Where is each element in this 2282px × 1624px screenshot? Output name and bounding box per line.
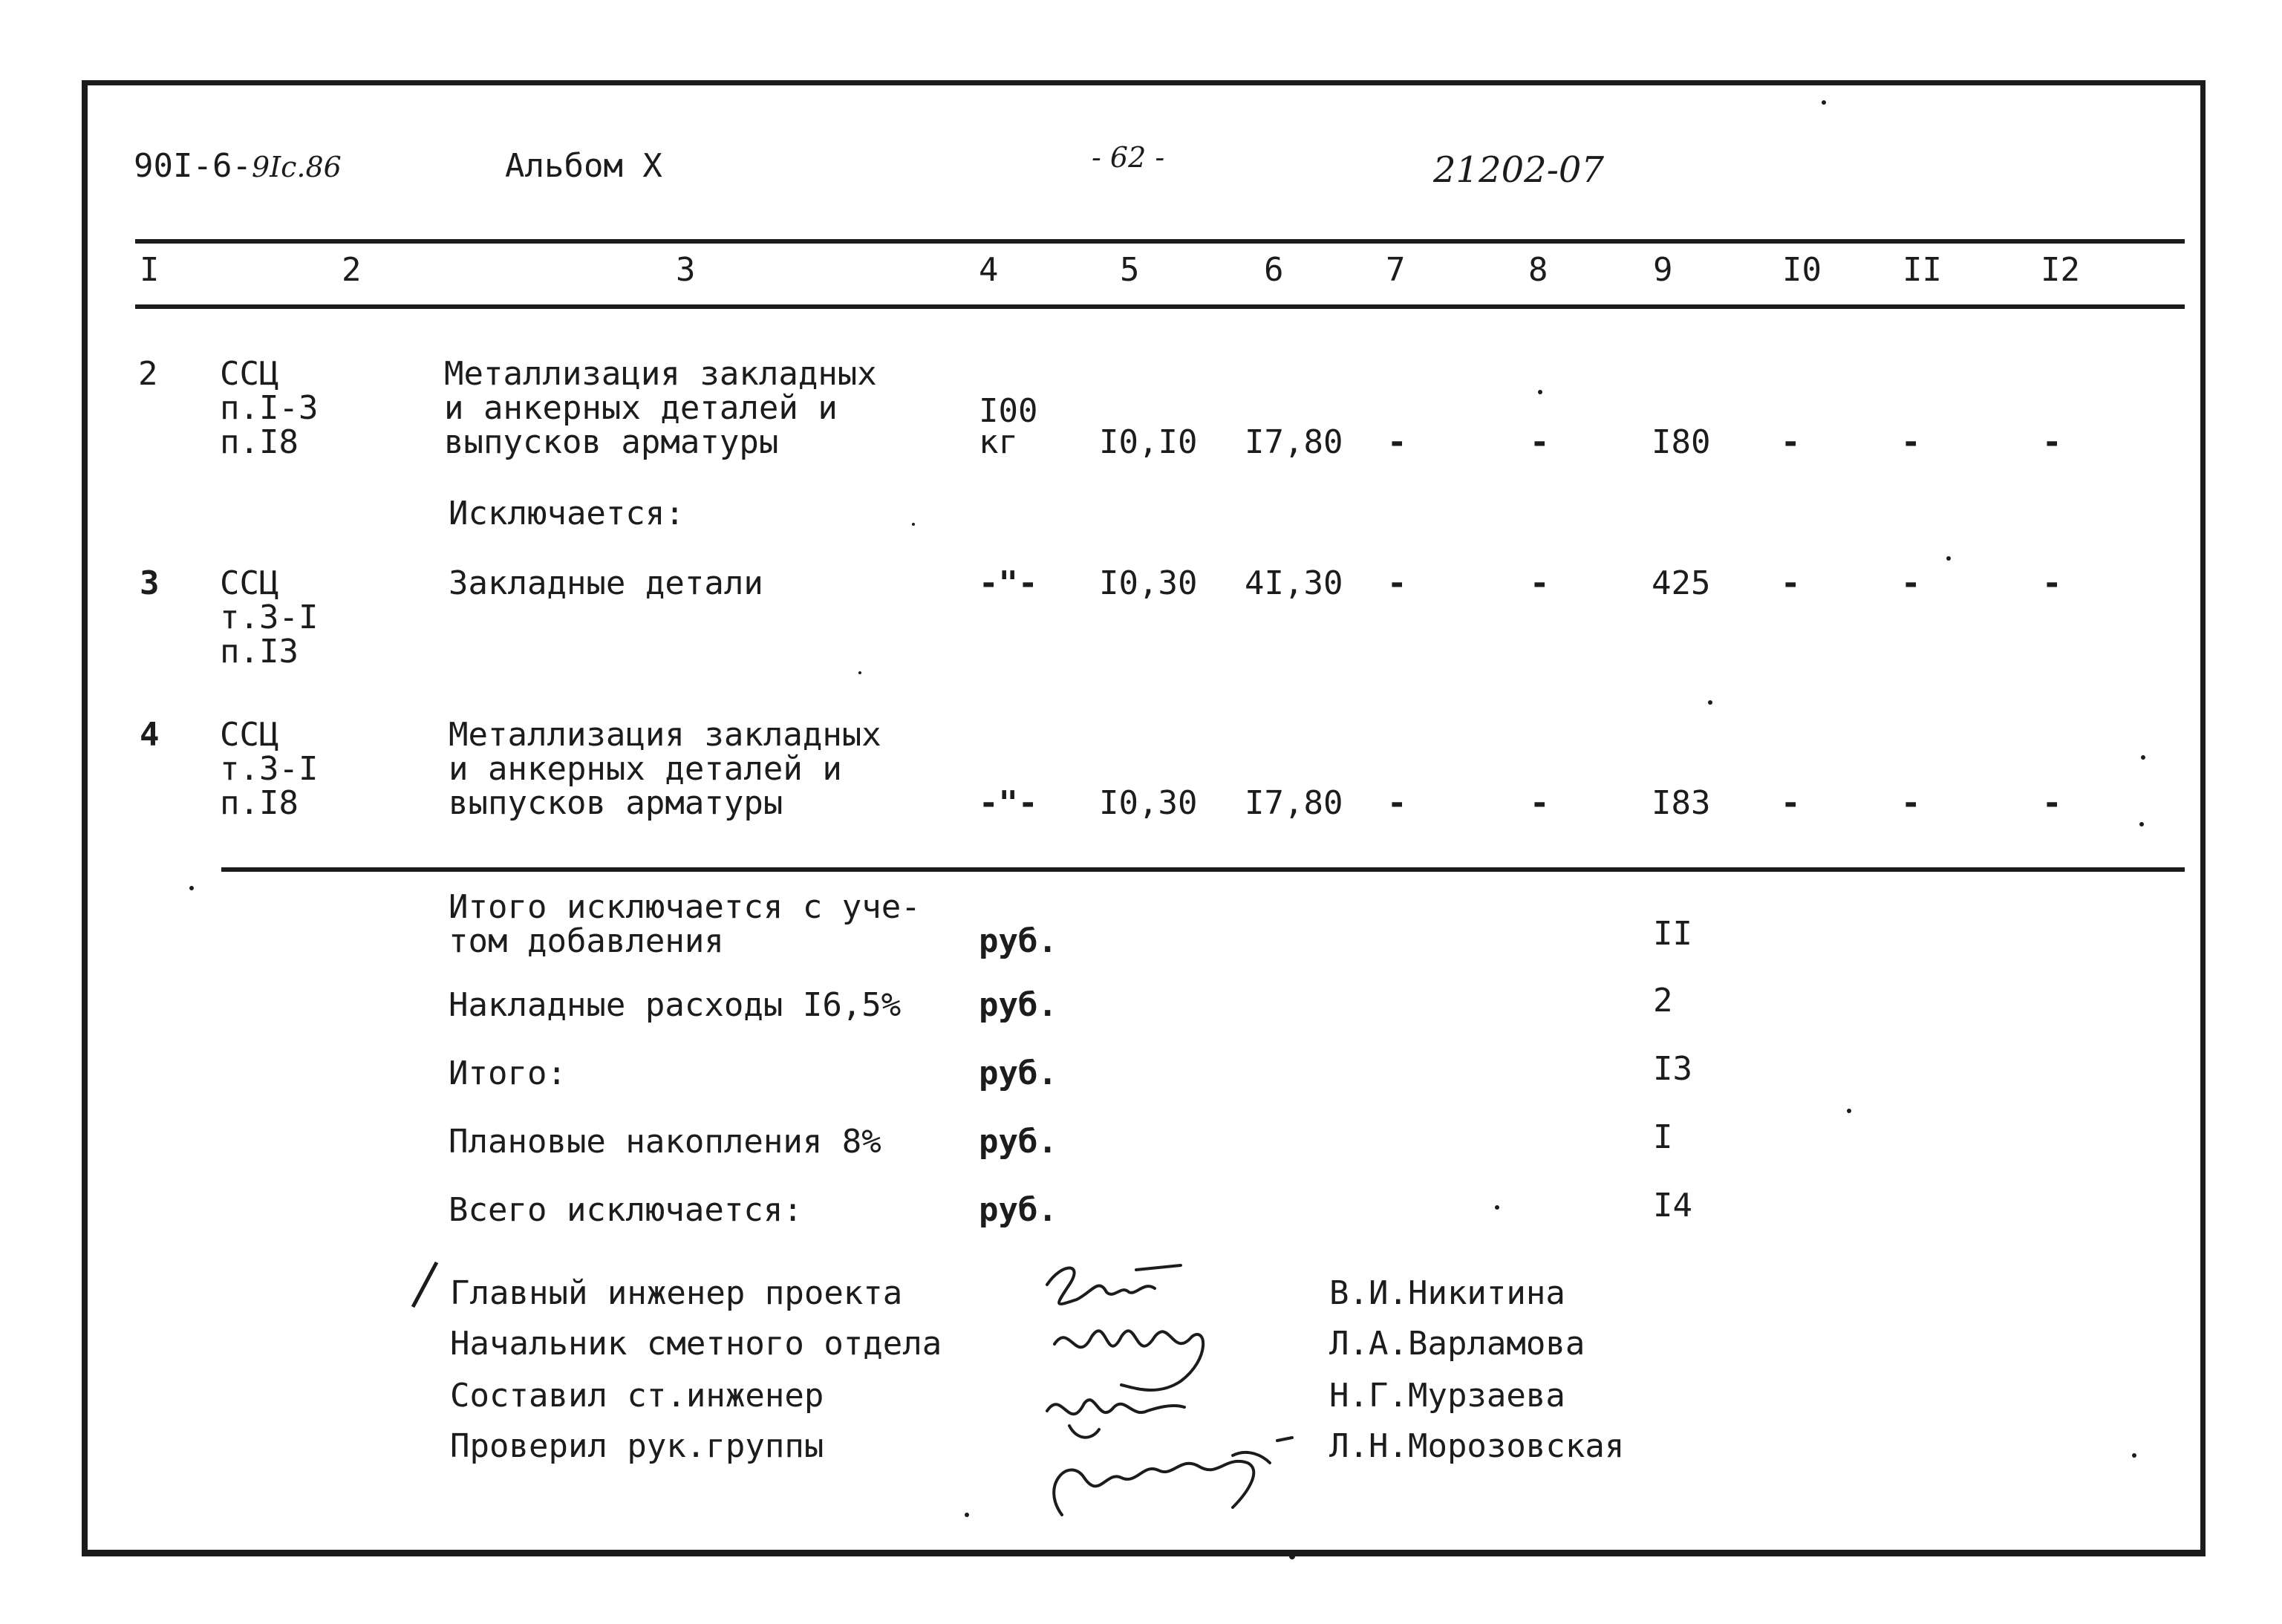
- cell-col12: -: [2042, 564, 2062, 602]
- cell-col9: 425: [1652, 564, 1711, 602]
- total-unit: руб.: [979, 1191, 1057, 1229]
- col-header-5: 5: [1120, 251, 1140, 289]
- col-header-7: 7: [1386, 251, 1406, 289]
- cell-col8: -: [1530, 564, 1550, 602]
- doc-code-handwritten: 9Ic.86: [251, 151, 342, 183]
- col-header-11: II: [1903, 251, 1942, 289]
- col-header-2: 2: [342, 251, 362, 289]
- cell-col11: -: [1901, 423, 1921, 461]
- row-desc-line: выпусков арматуры: [449, 784, 783, 822]
- total-value: I: [1653, 1118, 1673, 1156]
- col-header-10: I0: [1782, 251, 1822, 289]
- cell-col7: -: [1387, 564, 1407, 602]
- cell-col7: -: [1387, 784, 1407, 822]
- cell-col5: I0,I0: [1099, 423, 1198, 461]
- col-header-3: 3: [676, 251, 696, 289]
- doc-number: 21202-07: [1433, 149, 1604, 191]
- row-number: 4: [140, 716, 160, 754]
- album-label: Альбом X: [505, 147, 662, 185]
- total-label-line: Итого исключается с уче-: [449, 888, 921, 926]
- row-unit-line: -"-: [979, 784, 1038, 822]
- signer-name: Л.А.Варламова: [1329, 1325, 1585, 1363]
- cell-col6: I7,80: [1245, 784, 1343, 822]
- total-unit: руб.: [979, 1123, 1057, 1161]
- section-label: Исключается:: [449, 495, 685, 532]
- row-code-line: т.3-I: [220, 599, 319, 636]
- cell-col9: I80: [1652, 423, 1711, 461]
- total-label-line: Плановые накопления 8%: [449, 1123, 881, 1161]
- col-header-6: 6: [1264, 251, 1284, 289]
- row-code-line: ССЦ: [220, 716, 279, 754]
- page-number: - 62 -: [1092, 141, 1165, 174]
- cell-col6: 4I,30: [1245, 564, 1343, 602]
- cell-col8: -: [1530, 784, 1550, 822]
- row-desc-line: и анкерных деталей и: [449, 750, 842, 788]
- col-header-9: 9: [1653, 251, 1673, 289]
- total-label-line: Итого:: [449, 1054, 567, 1092]
- cell-col9: I83: [1652, 784, 1711, 822]
- row-code-line: т.3-I: [220, 750, 319, 788]
- cell-col6: I7,80: [1245, 423, 1343, 461]
- col-header-4: 4: [979, 251, 999, 289]
- row-desc-line: Металлизация закладных: [444, 355, 877, 393]
- row-unit-line: I00: [979, 392, 1038, 430]
- cell-col7: -: [1387, 423, 1407, 461]
- row-unit-line: -"-: [979, 564, 1038, 602]
- row-code-line: ССЦ: [220, 564, 279, 602]
- total-value: I4: [1653, 1187, 1692, 1224]
- row-code-line: п.I8: [220, 423, 299, 461]
- cell-col12: -: [2042, 784, 2062, 822]
- total-value: 2: [1653, 982, 1673, 1020]
- cell-col10: -: [1781, 564, 1801, 602]
- total-value: I3: [1653, 1050, 1692, 1088]
- cell-col10: -: [1781, 784, 1801, 822]
- row-desc-line: Закладные детали: [449, 564, 763, 602]
- total-label-line: Всего исключается:: [449, 1191, 803, 1229]
- col-header-12: I2: [2041, 251, 2080, 289]
- row-number: 3: [140, 564, 160, 602]
- signer-role: Главный инженер проекта: [450, 1274, 903, 1312]
- cell-col8: -: [1530, 423, 1550, 461]
- cell-col11: -: [1901, 784, 1921, 822]
- total-unit: руб.: [979, 1054, 1057, 1092]
- row-code-line: ССЦ: [220, 355, 279, 393]
- signer-name: Л.Н.Морозовская: [1329, 1427, 1625, 1465]
- cell-col5: I0,30: [1099, 784, 1198, 822]
- row-desc-line: Металлизация закладных: [449, 716, 881, 754]
- cell-col12: -: [2042, 423, 2062, 461]
- cell-col11: -: [1901, 564, 1921, 602]
- signer-role: Составил ст.инженер: [450, 1377, 824, 1415]
- row-desc-line: и анкерных деталей и: [444, 389, 838, 427]
- signer-role: Начальник сметного отдела: [450, 1325, 942, 1363]
- row-desc-line: выпусков арматуры: [444, 423, 779, 461]
- signer-name: В.И.Никитина: [1329, 1274, 1565, 1312]
- total-value: II: [1653, 915, 1692, 953]
- signer-name: Н.Г.Мурзаева: [1329, 1377, 1565, 1415]
- doc-code-prefix: 90I-6-: [134, 147, 252, 185]
- row-unit-line: кг: [979, 423, 1018, 461]
- total-label-line: Накладные расходы I6,5%: [449, 986, 902, 1024]
- total-label-line: том добавления: [449, 922, 724, 960]
- total-unit: руб.: [979, 922, 1057, 960]
- row-code-line: п.I8: [220, 784, 299, 822]
- row-code-line: п.I3: [220, 633, 299, 671]
- col-header-1: I: [140, 251, 160, 289]
- col-header-8: 8: [1528, 251, 1548, 289]
- cell-col10: -: [1781, 423, 1801, 461]
- total-unit: руб.: [979, 986, 1057, 1024]
- cell-col5: I0,30: [1099, 564, 1198, 602]
- row-number: 2: [138, 355, 158, 393]
- signer-role: Проверил рук.группы: [450, 1427, 824, 1465]
- row-code-line: п.I-3: [220, 389, 319, 427]
